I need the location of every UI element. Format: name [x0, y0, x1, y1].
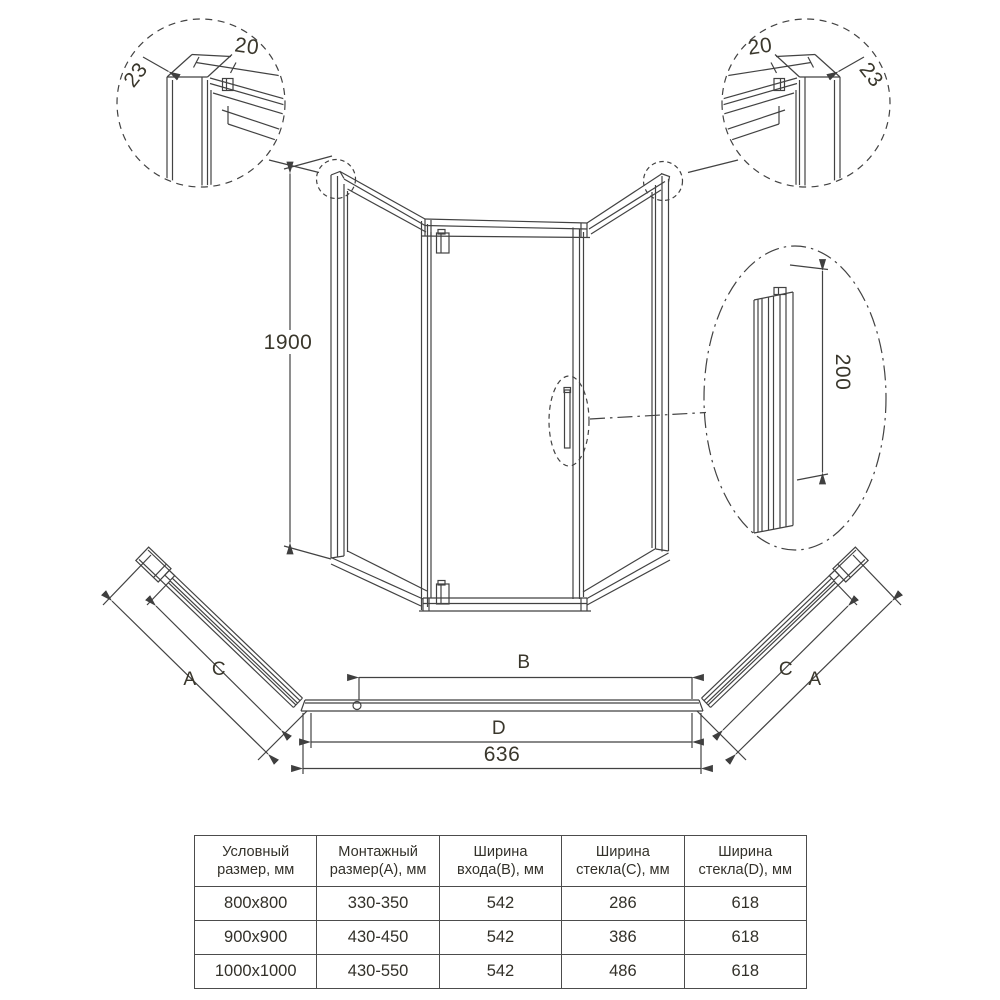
table-row — [195, 921, 807, 955]
cell: 542 — [439, 921, 561, 955]
hinge-bottom — [437, 581, 450, 605]
cell: 618 — [684, 921, 806, 955]
plan-threshold-bar — [301, 700, 703, 711]
col-header-glass-c: Ширина стекла(C), мм — [562, 836, 684, 887]
cell: 286 — [562, 887, 684, 921]
cell: 486 — [562, 955, 684, 989]
table-row — [195, 887, 807, 921]
spec-table — [194, 835, 807, 989]
col-header-glass-d: Ширина стекла(D), мм — [684, 836, 806, 887]
col-header-entrance: Ширина входа(B), мм — [439, 836, 561, 887]
cell: 386 — [562, 921, 684, 955]
dim-entrance-width — [359, 652, 692, 700]
spec-table-header-row — [195, 836, 807, 887]
callout-circle-left — [317, 160, 356, 199]
cell: 330-350 — [317, 887, 439, 921]
dim-bottom-width-value: 636 — [483, 743, 521, 766]
plan-label-c-left: C — [211, 659, 227, 680]
plan-label-b: B — [517, 652, 531, 673]
plan-left-panel — [103, 547, 307, 760]
cell: 900x900 — [195, 921, 317, 955]
plan-label-a-left: A — [183, 669, 197, 690]
dim-detail-right-width: 20 — [746, 33, 774, 60]
dim-height-value: 1900 — [263, 331, 313, 354]
dim-detail-left-depth: 23 — [119, 58, 153, 92]
plan-right-panel — [697, 547, 901, 760]
plan-label-c-right: C — [778, 659, 794, 680]
plan-label-a-right: A — [808, 669, 822, 690]
corner-profile-detail-right — [688, 19, 890, 190]
cell: 542 — [439, 887, 561, 921]
table-row — [195, 955, 807, 989]
cell: 800x800 — [195, 887, 317, 921]
dim-detail-right-depth: 23 — [854, 58, 888, 92]
cell: 618 — [684, 887, 806, 921]
hinge-top — [437, 230, 450, 254]
dim-handle-length-value: 200 — [831, 353, 854, 391]
col-header-size: Условный размер, мм — [195, 836, 317, 887]
handle-profile-detail — [704, 246, 886, 550]
plan-view — [103, 547, 901, 774]
corner-profile-detail — [117, 19, 319, 190]
front-view — [317, 160, 707, 612]
cell: 430-450 — [317, 921, 439, 955]
col-header-mounting: Монтажный размер(A), мм — [317, 836, 439, 887]
cell: 1000x1000 — [195, 955, 317, 989]
callout-circle-right — [644, 162, 683, 201]
dim-detail-left-width: 20 — [233, 33, 261, 60]
cell: 618 — [684, 955, 806, 989]
door-handle — [564, 388, 571, 449]
dim-height — [264, 156, 332, 559]
cell: 430-550 — [317, 955, 439, 989]
cell: 542 — [439, 955, 561, 989]
plan-label-d: D — [491, 718, 507, 739]
